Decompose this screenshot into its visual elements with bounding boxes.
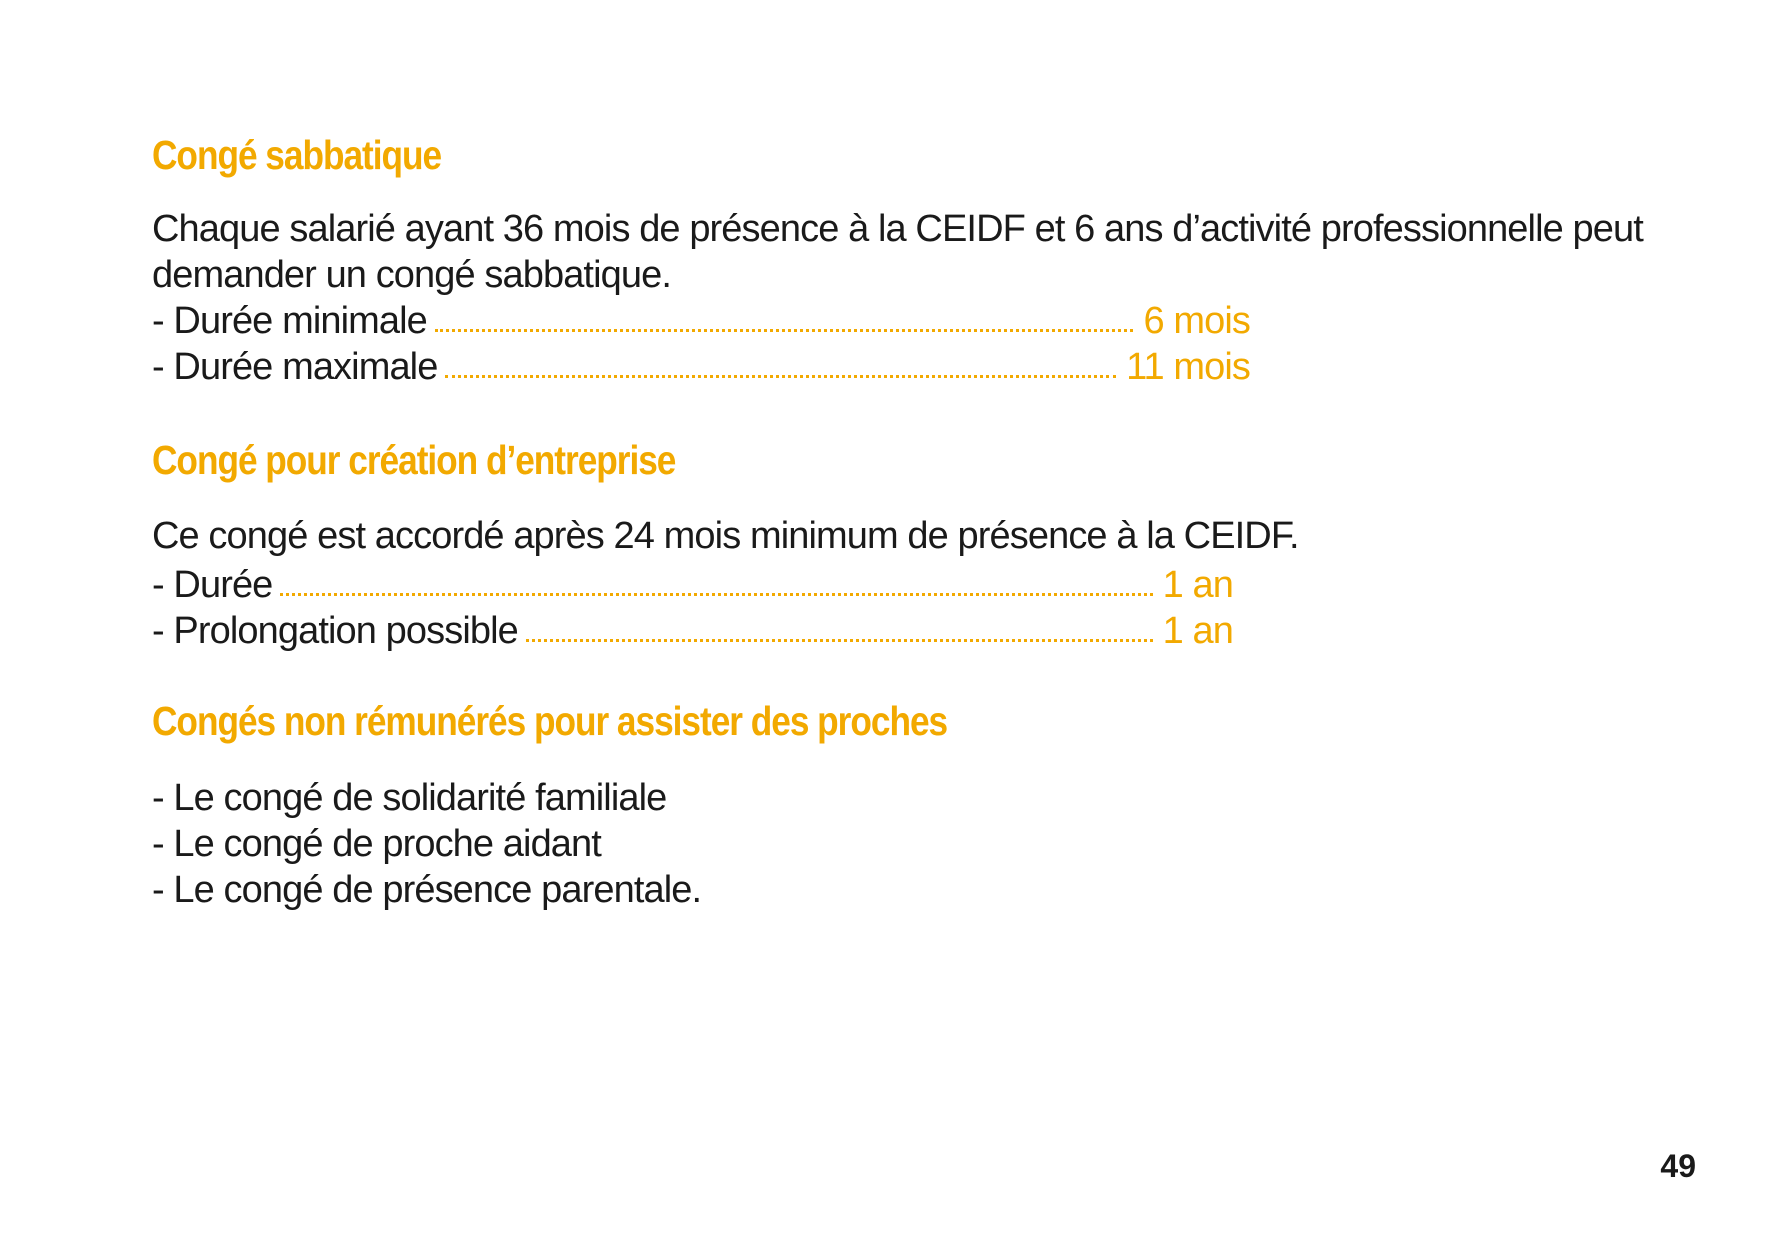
row-label: - Durée bbox=[152, 564, 273, 606]
list-item: - Le congé de présence parentale. bbox=[152, 869, 702, 911]
row-label: - Durée minimale bbox=[152, 300, 427, 342]
duration-row bbox=[152, 562, 1233, 608]
sabbatical-intro-line-2: demander un congé sabbatique. bbox=[152, 254, 671, 296]
row-label: - Durée maximale bbox=[152, 346, 438, 388]
section-title-sabbatical: Congé sabbatique bbox=[152, 132, 442, 178]
duration-row-max bbox=[152, 344, 1250, 390]
list-item: - Le congé de proche aidant bbox=[152, 823, 601, 865]
section-title-unpaid-leave: Congés non rémunérés pour assister des proches bbox=[152, 698, 948, 744]
row-value: 11 mois bbox=[1126, 346, 1250, 388]
row-label: - Prolongation possible bbox=[152, 610, 518, 652]
section-title-business-creation: Congé pour création d’entreprise bbox=[152, 437, 676, 483]
row-value: 6 mois bbox=[1143, 300, 1250, 342]
dot-leader bbox=[435, 298, 1140, 344]
duration-row-min bbox=[152, 298, 1250, 344]
dot-leader bbox=[280, 562, 1158, 608]
extension-row bbox=[152, 608, 1233, 654]
list-item: - Le congé de solidarité familiale bbox=[152, 777, 667, 819]
row-value: 1 an bbox=[1162, 564, 1233, 606]
sabbatical-intro-line-1: Chaque salarié ayant 36 mois de présence à la CEIDF et 6 ans d’activité professionnelle peut bbox=[152, 208, 1643, 250]
dot-leader bbox=[445, 344, 1122, 390]
page-number: 49 bbox=[1660, 1148, 1696, 1184]
dot-leader bbox=[526, 608, 1159, 654]
row-value: 1 an bbox=[1162, 610, 1233, 652]
business-creation-intro: Ce congé est accordé après 24 mois minimum de présence à la CEIDF. bbox=[152, 515, 1299, 557]
